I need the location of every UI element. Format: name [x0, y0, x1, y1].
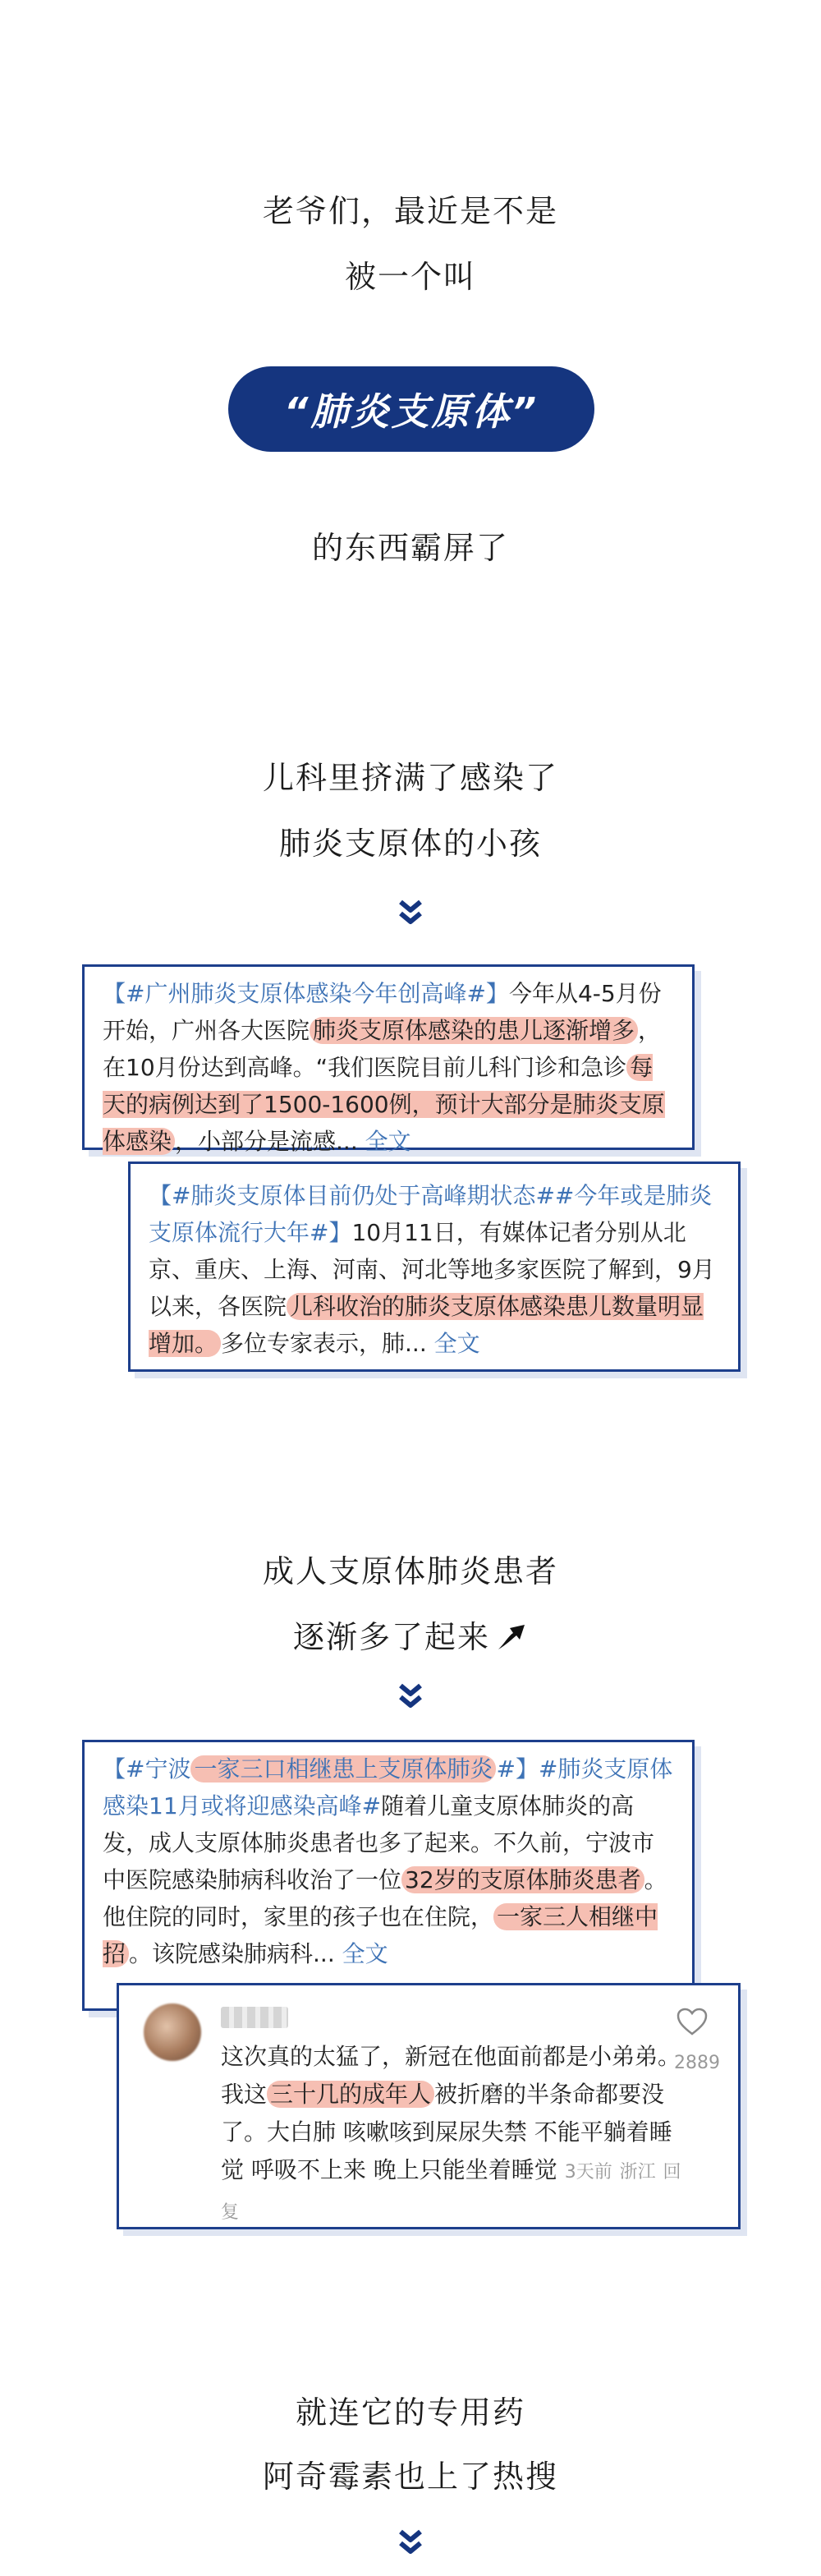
weibo-post-peak: 【#肺炎支原体目前仍处于高峰期状态##今年或是肺炎支原体流行大年#】10月11日，有媒体记者分别从北京、重庆、上海、河南、河北等地多家医院了解到，9月以来，各医院 儿科收治的肺炎支原体感染患儿数量明显增加。 多位专家表示，肺... 全文 [128, 1162, 741, 1372]
chevron-down-icon [397, 1682, 424, 1710]
highlight: 儿科收治的肺炎支原体感染患儿数量明显增加。 [149, 1293, 704, 1357]
full-text-link[interactable]: 全文 [342, 1940, 388, 1967]
hashtag-link[interactable]: 【#宁波 一家三口相继患上支原体肺炎 #】 [103, 1755, 539, 1782]
hashtag-link[interactable]: 【#广州肺炎支原体感染今年创高峰#】 [103, 980, 509, 1007]
highlight: 32岁的支原体肺炎患者 [401, 1866, 644, 1893]
full-text-link[interactable]: 全文 [433, 1330, 480, 1357]
blurred-username[interactable] [221, 2007, 288, 2028]
keyword-pill: “肺炎支原体” [228, 366, 594, 452]
intro-line-3: 的东西霸屏了 [311, 530, 509, 566]
highlight: 三十几的成年人 [267, 2081, 434, 2108]
comment-location: 浙江 [619, 2162, 656, 2183]
chevron-down-icon [397, 2528, 424, 2556]
section2-line-2-wrap [0, 1612, 821, 1657]
intro-line-1: 老爷们，最近是不是 [262, 193, 558, 229]
section1-line-1: 儿科里挤满了感染了 [262, 760, 558, 796]
reply-button[interactable]: 回复 [221, 2162, 681, 2223]
section3-line-2: 阿奇霉素也上了热搜 [262, 2459, 558, 2495]
weibo-post-ningbo: 【#宁波 一家三口相继患上支原体肺炎 #】#肺炎支原体感染11月或将迎感染高峰#随着儿童支原体肺炎的高发，成人支原体肺炎患者也多了起来。不久前，宁波市中医院感染肺病科收治了一位 32岁的支原体肺炎患者 。他住院的同时，家里的孩子也在住院， 一家三人相继中招 。该院感染肺病科... 全文 [82, 1740, 695, 2011]
heart-icon[interactable] [676, 2007, 709, 2036]
weibo-post-guangzhou: 【#广州肺炎支原体感染今年创高峰#】今年从4-5月份开始，广州各大医院 肺炎支原体感染的患儿逐渐增多 ，在10月份达到高峰。“我们医院目前儿科门诊和急诊 每天的病例达到了1500-1600例，预计大部分是肺炎支原体感染 ，小部分是流感... 全文 [82, 964, 695, 1150]
hashtag-link[interactable]: #肺炎支原体感染11月或将迎感染高峰# [103, 1755, 673, 1819]
highlight: 每天的病例达到了1500-1600例，预计大部分是肺炎支原体感染 [103, 1054, 665, 1155]
highlight: 肺炎支原体感染的患儿逐渐增多 [310, 1017, 638, 1044]
section2-line-2: 逐渐多了起来 [292, 1619, 490, 1655]
comment-time: 3天前 [564, 2162, 612, 2183]
trend-up-arrow-icon [495, 1620, 528, 1653]
comment-card [117, 1983, 741, 2229]
section3-line-1: 就连它的专用药 [295, 2394, 525, 2431]
like-count: 2889 [674, 2053, 720, 2073]
avatar[interactable] [144, 2003, 201, 2061]
highlight: 一家三人相继中招 [103, 1903, 658, 1967]
highlight: 一家三口相继患上支原体肺炎 [190, 1755, 496, 1782]
hashtag-link[interactable]: 【#肺炎支原体目前仍处于高峰期状态##今年或是肺炎支原体流行大年#】 [149, 1182, 713, 1246]
chevron-down-icon [397, 899, 424, 927]
comment-text: 这次真的太猛了，新冠在他面前都是小弟弟。我这 三十几的成年人 被折磨的半条命都要没了。大白肺 咳嗽咳到屎尿失禁 不能平躺着睡觉 呼吸不上来 晚上只能坐着睡觉 3天前 浙江 回复 [221, 2043, 681, 2223]
section1-line-2: 肺炎支原体的小孩 [278, 826, 542, 862]
full-text-link[interactable]: 全文 [365, 1128, 411, 1155]
intro-line-2: 被一个叫 [344, 259, 476, 295]
section2-line-1: 成人支原体肺炎患者 [262, 1553, 558, 1589]
